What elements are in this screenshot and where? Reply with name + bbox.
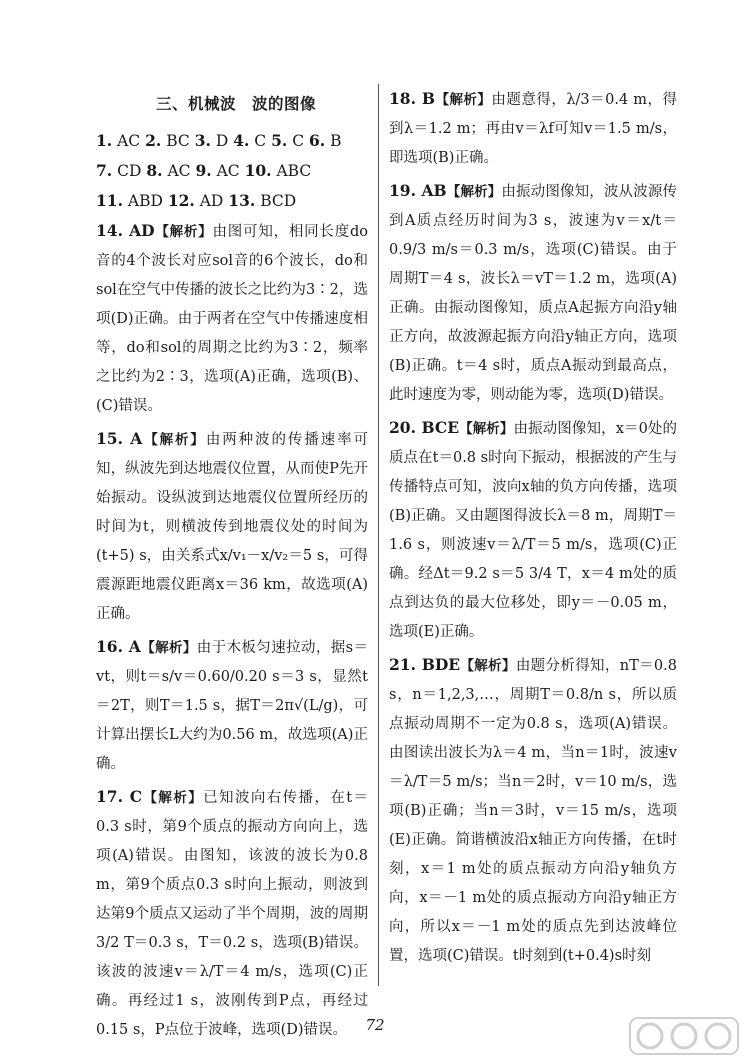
answer-choice: BDE (421, 655, 461, 674)
mcq-answer: BCD (255, 192, 297, 210)
answer-choice: A (128, 637, 141, 656)
mcq-row (96, 156, 368, 186)
analysis-text: 由振动图像知，波从波源传到A质点经历时间为3 s，波速为v＝x/t＝0.9/3 m/s＝0.3 m/s，选项(C)错误。由于周期T＝4 s，波长λ＝vT＝1.2 m，选项(A)正确。由振动图像知，质点A起振方向沿y轴正方向，故波源起振方向沿y轴正方向，选项(B)正确。t＝4 s时，质点A振动到最高点，此时速度为零，则动能为零，选项(D)错误。 (389, 184, 677, 403)
answer-choice: C (129, 787, 143, 806)
analysis-tag: 【解析】 (154, 224, 213, 240)
mcq-answer: BC (161, 132, 195, 150)
analysis-tag: 【解析】 (460, 658, 516, 674)
answer-item (389, 413, 677, 647)
mcq-answer: AC (112, 132, 146, 150)
answer-choice: B (421, 89, 435, 108)
question-number: 5. (271, 131, 288, 150)
analysis-tag: 【解析】 (142, 432, 206, 448)
mcq-answer: C (249, 132, 272, 150)
left-column (96, 84, 368, 1048)
analysis-tag: 【解析】 (140, 640, 197, 656)
question-number: 20. (389, 418, 422, 437)
analysis-text: 已知波向右传播，在t＝0.3 s时，第9个质点的振动方向向上，选项(A)错误。由图知，该波的波长为0.8 m，第9个质点0.3 s时向上振动，则波到达第9个质点又运动了半个周期，波的周期3/2 T＝0.3 s，T＝0.2 s，选项(B)错误。该波的波速v＝λ/T＝4 m/s，选项(C)正确。再经过1 s，波刚传到P点，再经过0.15 s，P点位于波峰，选项(D)错误。 (96, 790, 368, 1038)
mcq-answer: ABD (122, 192, 168, 210)
answer-choice: AD (129, 221, 155, 240)
right-column (389, 84, 677, 974)
mcq-answer: ABC (271, 162, 312, 180)
right-answer-list (389, 84, 677, 971)
mcq-answer: AC (162, 162, 196, 180)
question-number: 1. (96, 131, 113, 150)
question-number: 15. (96, 429, 131, 448)
page-number: 72 (365, 1016, 385, 1034)
question-number: 13. (228, 191, 256, 210)
mcq-answer-block (96, 126, 368, 216)
question-number: 21. (389, 655, 422, 674)
answer-choice: BCE (421, 418, 460, 437)
question-number: 4. (233, 131, 250, 150)
analysis-tag: 【解析】 (459, 421, 514, 437)
mcq-answer: AD (194, 192, 229, 210)
mcq-answer: CD (112, 162, 147, 180)
question-number: 8. (146, 161, 163, 180)
question-number: 6. (308, 131, 326, 150)
answer-item (96, 782, 368, 1045)
question-number: 3. (194, 131, 211, 150)
question-number: 9. (195, 161, 212, 180)
mcq-answer: D (210, 132, 234, 150)
question-number: 18. (389, 89, 422, 108)
section-title: 三、机械波 波的图像 (155, 95, 316, 113)
question-number: 11. (96, 191, 123, 210)
mcq-row (96, 186, 368, 216)
analysis-tag: 【解析】 (446, 184, 502, 200)
question-number: 14. (96, 221, 130, 240)
answer-choice: A (130, 429, 143, 448)
mcq-answer: C (287, 132, 309, 150)
analysis-text: 由题分析得知，nT＝0.8 s，n＝1,2,3,…，周期T＝0.8/n s，所以质点振动周期不一定为0.8 s，选项(A)错误。由图读出波长为λ＝4 m，当n＝1时，波速v＝λ/T＝5 m/s；当n＝2时，v＝10 m/s，选项(B)正确；当n＝3时，v＝15 m/s，选项(E)正确。简谐横波沿x轴正方向传播，在t时刻，x＝1 m处的质点振动方向沿y轴负方向，x＝－1 m处的质点振动方向沿y轴正方向，所以x＝－1 m处的质点先到达波峰位置，选项(C)错误。t时刻到(t+0.4)s时刻 (389, 658, 677, 964)
question-number: 12. (167, 191, 195, 210)
analysis-text: 由振动图像知，x＝0处的质点在t＝0.8 s时向下振动，根据波的产生与传播特点可知，波向x轴的负方向传播，选项(B)正确。又由题图得波长λ＝8 m，周期T＝1.6 s，则波速v＝λ/T＝5 m/s，选项(C)正确。经Δt＝9.2 s＝5 3/4 T，x＝4 m处的质点到达负的最大位移处，即y＝－0.05 m，选项(E)正确。 (389, 421, 677, 640)
analysis-text: 由题意得，λ/3＝0.4 m，得到λ＝1.2 m；再由v＝λf可知v＝1.5 m/s，即选项(B)正确。 (389, 92, 677, 166)
question-number: 19. (389, 181, 422, 200)
question-number: 2. (145, 131, 162, 150)
question-number: 7. (96, 161, 113, 180)
answer-item (96, 632, 368, 779)
analysis-tag: 【解析】 (434, 92, 492, 108)
answer-item (389, 650, 677, 971)
column-divider (378, 84, 379, 986)
question-number: 16. (96, 637, 129, 656)
mcq-answer: B (325, 132, 342, 150)
question-number: 10. (244, 161, 272, 180)
analysis-tag: 【解析】 (142, 790, 204, 806)
answer-item (389, 176, 677, 410)
answer-item (96, 216, 368, 421)
left-answer-list (96, 216, 368, 1045)
analysis-text: 由两种波的传播速率可知，纵波先到达地震仪位置，从而使P先开始振动。设纵波到达地震仪位置所经历的时间为t，则横波传到地震仪处的时间为(t+5) s，由关系式x/v₁－x/v₂＝5 s，可得震源距地震仪距离x＝36 km，故选项(A)正确。 (96, 432, 368, 622)
analysis-text: 由于木板匀速拉动，据s＝vt，则t＝s/v＝0.60/0.20 s＝3 s，显然t＝2T，则T＝1.5 s，据T＝2π√(L/g)，可计算出摆长L大约为0.56 m，故选项(A)正确。 (96, 640, 368, 772)
answer-choice: AB (421, 181, 447, 200)
answer-item (389, 84, 677, 173)
mcq-row (96, 126, 368, 156)
watermark-logo (628, 1014, 740, 1058)
question-number: 17. (96, 787, 130, 806)
mcq-answer: AC (211, 162, 245, 180)
answer-item (96, 424, 368, 629)
analysis-text: 由图可知，相同长度do音的4个波长对应sol音的6个波长，do和sol在空气中传播的波长之比约为3∶2，选项(D)正确。由于两者在空气中传播速度相等，do和sol的周期之比约为3∶2，频率之比约为2∶3，选项(A)正确，选项(B)、(C)错误。 (96, 224, 368, 414)
